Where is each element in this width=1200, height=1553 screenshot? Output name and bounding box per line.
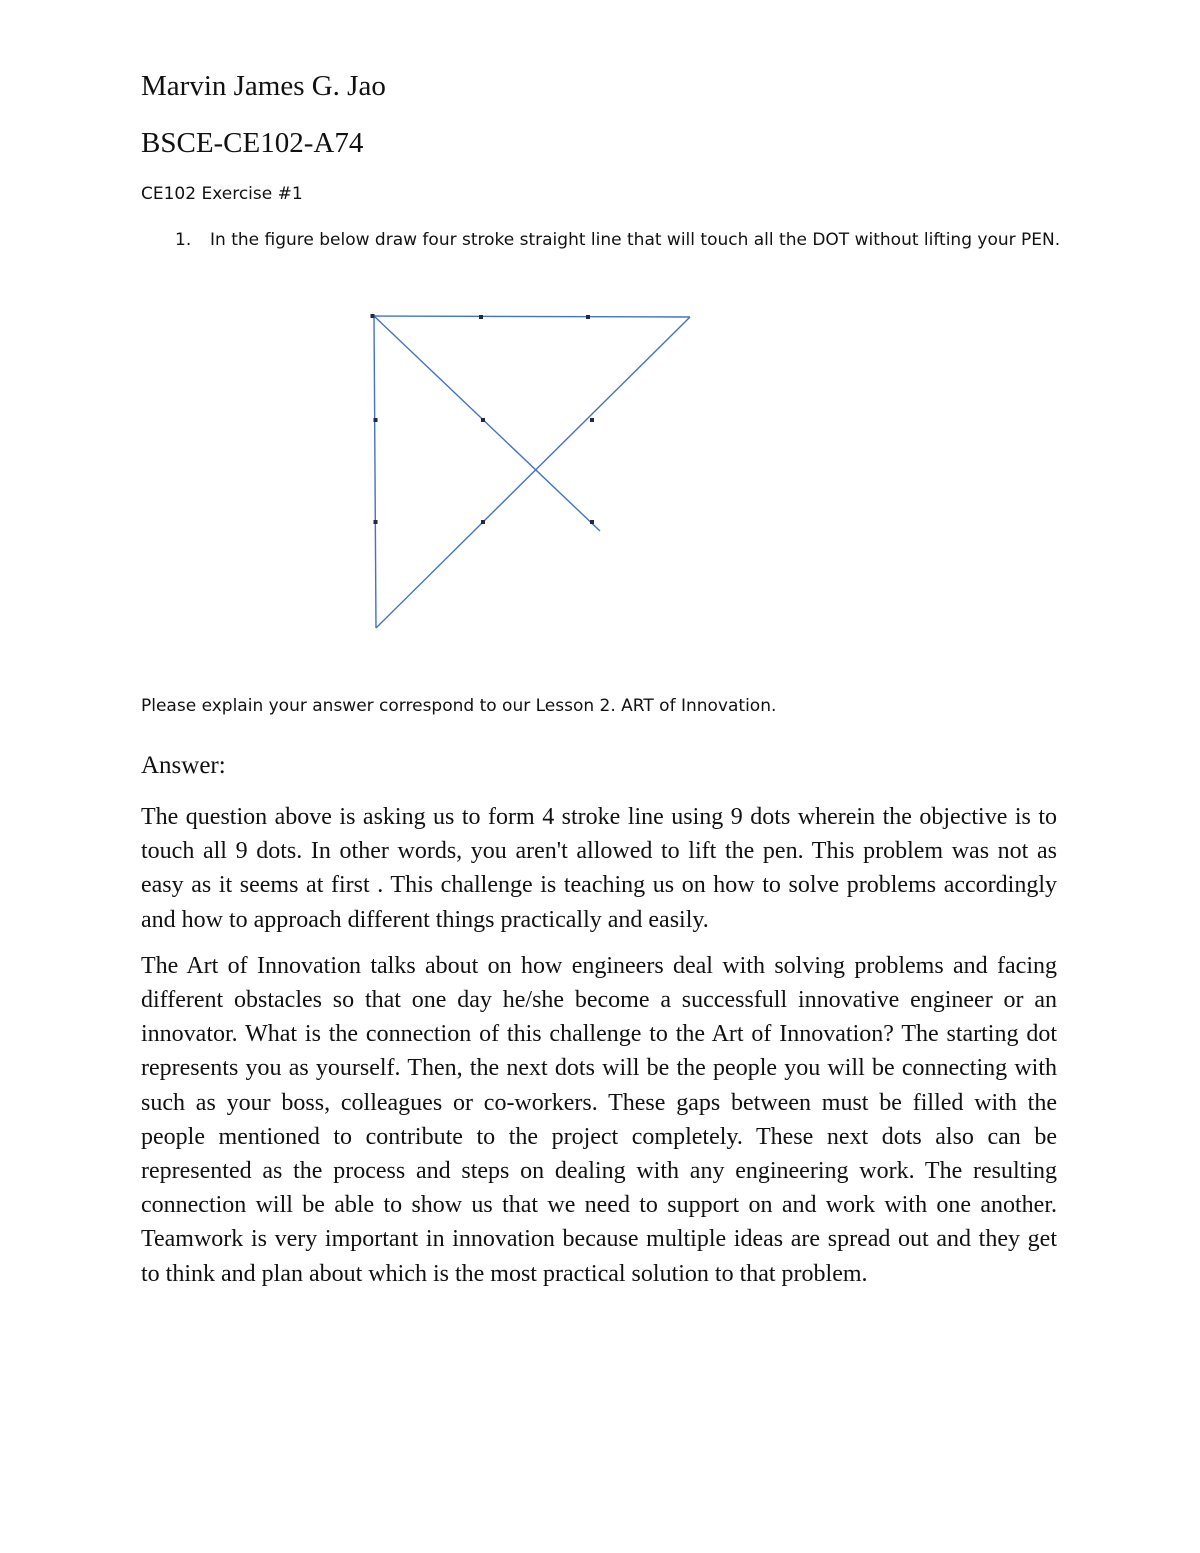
question-text: In the figure below draw four stroke straight line that will touch all the DOT without lifting your PEN.	[210, 230, 1061, 250]
answer-body	[141, 800, 1057, 1303]
explain-prompt: Please explain your answer correspond to our Lesson 2. ART of Innovation.	[141, 696, 777, 716]
stroke-line-top	[373, 316, 690, 317]
dot-9	[590, 520, 594, 524]
dot-8	[481, 520, 485, 524]
answer-label: Answer:	[141, 752, 226, 779]
dot-5	[481, 418, 485, 422]
stroke-line-diagonal-down	[374, 316, 600, 531]
dot-4	[374, 418, 378, 422]
course-section: BSCE-CE102-A74	[141, 127, 364, 159]
student-name: Marvin James G. Jao	[141, 70, 386, 102]
dot-7	[374, 520, 378, 524]
dot-3	[586, 315, 590, 319]
dot-1	[371, 314, 375, 318]
nine-dots-figure	[0, 0, 1200, 700]
dot-6	[590, 418, 594, 422]
answer-paragraph-1: The question above is asking us to form 4 stroke line using 9 dots wherein the objective is to touch all 9 dots. In other words, you aren't allowed to lift the pen. This problem was not as easy as it seems at first . This challenge is teaching us on how to solve problems accordingly and how to approach different things practically and easily.	[141, 804, 1057, 933]
dot-2	[479, 315, 483, 319]
stroke-line-left-vertical	[374, 316, 376, 628]
answer-paragraph-2: The Art of Innovation talks about on how engineers deal with solving problems and facing different obstacles so that one day he/she become a successfull innovative engineer or an innovator. What is the connection of this challenge to the Art of Innovation? The starting dot represents you as yourself. Then, the next dots will be the people you will be connecting with such as your boss, colleagues or co-workers. These gaps between must be filled with the people mentioned to contribute to the project completely. These next dots also can be represented as the process and steps on dealing with any engineering work. The resulting connection will be able to show us that we need to support on and work with one another. Teamwork is very important in innovation because multiple ideas are spread out and they get to think and plan about which is the most practical solution to that problem.	[141, 952, 1057, 1287]
exercise-title: CE102 Exercise #1	[141, 184, 303, 204]
question-number: 1.	[175, 230, 192, 250]
